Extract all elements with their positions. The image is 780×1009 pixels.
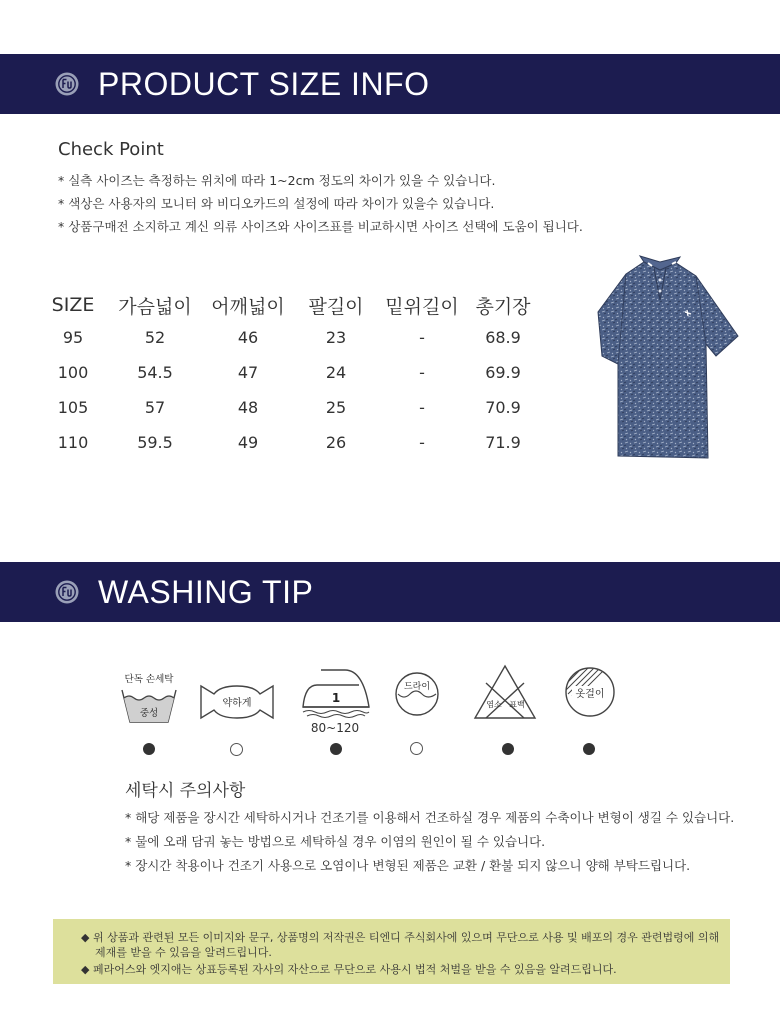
wash-option-indicator — [230, 743, 243, 756]
wash-icon-label: 옷걸이 — [575, 689, 605, 700]
wash-option-indicator — [583, 743, 595, 755]
copyright-line: ◆ 위 상품과 관련된 모든 이미지와 문구, 상품명의 저작권은 티엔디 주식회사에 있으며 무단으로 사용 및 배포의 경우 관련법령에 의해 — [81, 931, 720, 944]
table-row — [38, 390, 540, 425]
table-cell: 59.5 — [137, 433, 173, 452]
table-cell: 54.5 — [137, 363, 173, 382]
copyright-line: ◆ 페라어스와 엣지애는 상표등록된 자사의 자산으로 무단으로 사용시 법적 처벌을 받을 수 있음을 알려드립니다. — [81, 963, 617, 976]
wash-icon-label: 드라이 — [403, 682, 431, 692]
table-cell: 25 — [325, 398, 347, 417]
size-table-header — [38, 290, 540, 320]
washing-caution-note: * 해당 제품을 장시간 세탁하시거나 건조기를 이용해서 건조하실 경우 제품의 수축이나 변형이 생길 수 있습니다. — [125, 810, 735, 825]
wash-option-indicator — [143, 743, 155, 755]
washing-tip-header — [0, 562, 780, 622]
column-header-length: 총기장 — [475, 295, 531, 318]
check-point-title: Check Point — [58, 139, 164, 160]
table-cell: - — [419, 433, 425, 452]
polo-shirt-image — [588, 252, 740, 462]
no-bleach-icon — [472, 663, 538, 721]
brand-logo-icon — [55, 72, 79, 96]
table-cell: 57 — [144, 398, 166, 417]
hand-wash-tub-icon — [118, 668, 180, 726]
table-cell: 68.9 — [485, 328, 521, 347]
column-header-shoulder: 어깨넓이 — [211, 295, 285, 318]
table-cell: - — [419, 328, 425, 347]
wash-option-indicator — [502, 743, 514, 755]
table-row — [38, 425, 540, 460]
table-cell: 100 — [57, 363, 89, 382]
wash-icon-label: 약하게 — [222, 698, 252, 709]
copyright-notice — [53, 919, 730, 984]
table-cell: 71.9 — [485, 433, 521, 452]
wash-icon-label: 1 — [331, 691, 341, 705]
washing-caution-note: * 물에 오래 담궈 놓는 방법으로 세탁하실 경우 이염의 원인이 될 수 있습니다. — [125, 834, 546, 849]
section-title: WASHING TIP — [98, 574, 314, 610]
table-row — [38, 320, 540, 355]
wash-option-indicator — [330, 743, 342, 755]
table-cell: - — [419, 398, 425, 417]
wash-icon-label: 염소 — [486, 700, 502, 709]
wash-icon-label: 단독 손세탁 — [124, 674, 174, 685]
brand-logo-icon — [55, 580, 79, 604]
washing-caution-note: * 장시간 착용이나 건조기 사용으로 오염이나 변형된 제품은 교환 / 환불 되지 않으니 양해 부탁드립니다. — [125, 858, 691, 873]
table-cell: 70.9 — [485, 398, 521, 417]
table-cell: 23 — [325, 328, 347, 347]
table-cell: 105 — [57, 398, 89, 417]
wash-icon-label: 표백 — [509, 700, 525, 709]
table-cell: 95 — [62, 328, 84, 347]
check-point-note: * 색상은 사용자의 모니터 와 비디오카드의 설정에 따라 차이가 있을수 있습니다. — [58, 196, 495, 211]
wring-gently-icon — [198, 681, 276, 723]
section-title: PRODUCT SIZE INFO — [98, 66, 430, 102]
hang-dry-shade-icon — [562, 664, 618, 720]
table-cell: 69.9 — [485, 363, 521, 382]
wash-icon-label: 중성 — [139, 708, 159, 719]
table-cell: - — [419, 363, 425, 382]
table-cell: 110 — [57, 433, 89, 452]
table-cell: 52 — [144, 328, 166, 347]
table-row — [38, 355, 540, 390]
copyright-line: 제재를 받을 수 있음을 알려드립니다. — [95, 946, 272, 959]
column-header-chest: 가슴넓이 — [118, 295, 192, 318]
check-point-note: * 실측 사이즈는 측정하는 위치에 따라 1~2cm 정도의 차이가 있을 수 있습니다. — [58, 173, 496, 188]
table-cell: 48 — [237, 398, 259, 417]
column-header-sleeve: 팔길이 — [308, 295, 364, 318]
table-cell: 46 — [237, 328, 259, 347]
wash-option-indicator — [410, 742, 423, 755]
table-cell: 47 — [237, 363, 259, 382]
column-header-size: SIZE — [51, 294, 95, 316]
iron-icon — [297, 667, 375, 735]
column-header-rise: 밑위길이 — [385, 295, 459, 318]
iron-temperature-range: 80~120 — [310, 721, 360, 735]
dry-clean-icon — [393, 670, 441, 718]
size-info-header — [0, 54, 780, 114]
size-table — [38, 290, 540, 460]
washing-caution-title: 세탁시 주의사항 — [125, 781, 246, 801]
table-cell: 49 — [237, 433, 259, 452]
table-cell: 26 — [325, 433, 347, 452]
check-point-note: * 상품구매전 소지하고 계신 의류 사이즈와 사이즈표를 비교하시면 사이즈 선택에 도움이 됩니다. — [58, 219, 583, 234]
table-cell: 24 — [325, 363, 347, 382]
